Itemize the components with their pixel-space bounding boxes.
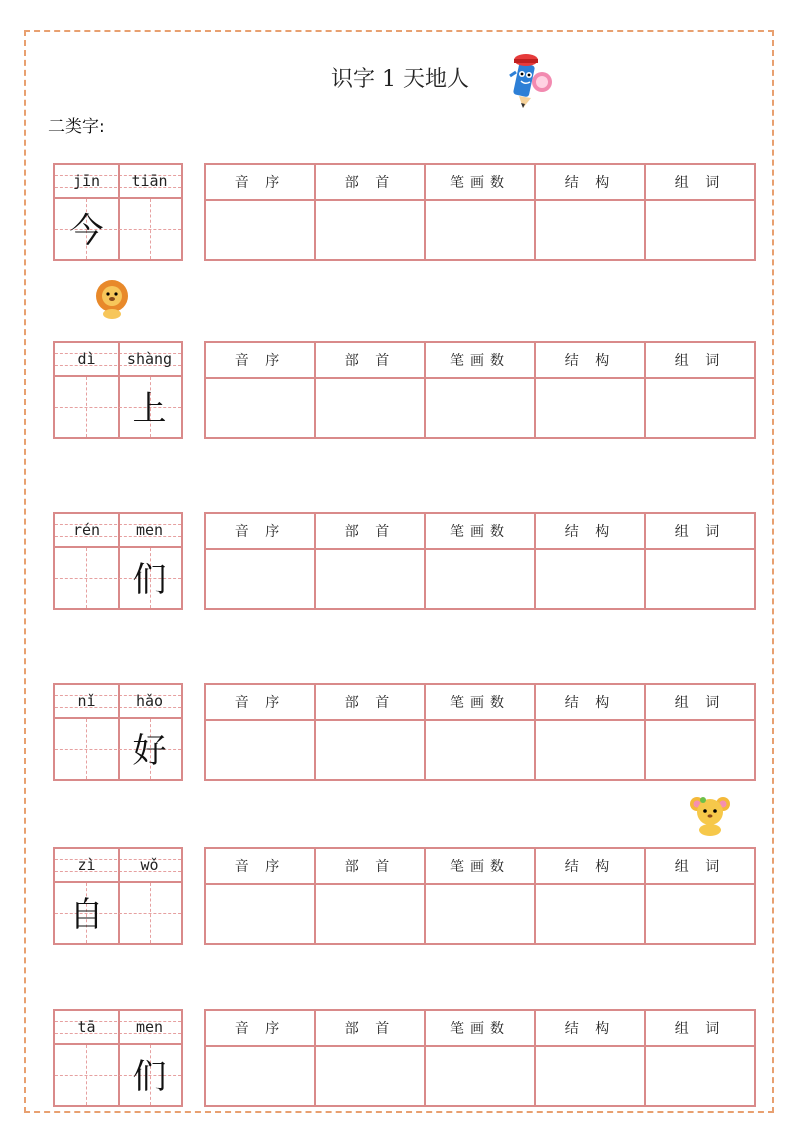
character-info-table: [204, 512, 756, 610]
character-block: [0, 163, 800, 263]
header-bihuashu: 笔画数: [425, 684, 535, 720]
answer-cell[interactable]: [205, 378, 315, 438]
header-zuci: 组 词: [645, 164, 755, 200]
character-info-table: [204, 683, 756, 781]
character-block: [0, 847, 800, 947]
answer-cell[interactable]: [205, 549, 315, 609]
answer-cell[interactable]: [425, 1046, 535, 1106]
header-zuci: 组 词: [645, 513, 755, 549]
answer-cell[interactable]: [535, 200, 645, 260]
hanzi-character: 好: [132, 731, 167, 771]
hanzi-character: 们: [132, 560, 167, 600]
header-bihuashu: 笔画数: [425, 164, 535, 200]
header-yinxu: 音 序: [205, 342, 315, 378]
header-yinxu: 音 序: [205, 513, 315, 549]
header-jiegou: 结 构: [535, 164, 645, 200]
header-bihuashu: 笔画数: [425, 342, 535, 378]
tianzi-grid: [53, 163, 183, 261]
pinyin-right: men: [135, 1018, 164, 1036]
answer-cell[interactable]: [535, 720, 645, 780]
answer-cell[interactable]: [645, 378, 755, 438]
answer-cell[interactable]: [645, 1046, 755, 1106]
answer-cell[interactable]: [315, 378, 425, 438]
subtitle: 二类字:: [48, 117, 105, 137]
page-title: 识字 1 天地人: [331, 67, 469, 92]
answer-cell[interactable]: [645, 200, 755, 260]
pencil-mascot-icon: [502, 50, 558, 110]
header-yinxu: 音 序: [205, 848, 315, 884]
answer-cell[interactable]: [205, 200, 315, 260]
header-yinxu: 音 序: [205, 684, 315, 720]
answer-cell[interactable]: [205, 720, 315, 780]
answer-cell[interactable]: [645, 720, 755, 780]
header-jiegou: 结 构: [535, 848, 645, 884]
answer-cell[interactable]: [535, 1046, 645, 1106]
character-block: [0, 512, 800, 612]
character-block: [0, 1009, 800, 1109]
header-zuci: 组 词: [645, 684, 755, 720]
answer-cell[interactable]: [315, 1046, 425, 1106]
hanzi-character: 们: [132, 1057, 167, 1097]
header-zuci: 组 词: [645, 342, 755, 378]
tianzi-grid: [53, 341, 183, 439]
header-yinxu: 音 序: [205, 1010, 315, 1046]
lion-icon: [94, 278, 130, 320]
pinyin-right: hǎo: [135, 692, 164, 710]
hanzi-character: 自: [69, 895, 104, 935]
header-bushou: 部 首: [315, 513, 425, 549]
bear-icon: [688, 794, 732, 836]
header-jiegou: 结 构: [535, 684, 645, 720]
header-bihuashu: 笔画数: [425, 1010, 535, 1046]
character-info-table: [204, 341, 756, 439]
answer-cell[interactable]: [645, 884, 755, 944]
answer-cell[interactable]: [535, 378, 645, 438]
pinyin-left: tā: [77, 1018, 96, 1036]
tianzi-grid: [53, 683, 183, 781]
answer-cell[interactable]: [315, 884, 425, 944]
answer-cell[interactable]: [425, 720, 535, 780]
pinyin-left: jīn: [72, 172, 101, 190]
header-jiegou: 结 构: [535, 513, 645, 549]
tianzi-grid: [53, 847, 183, 945]
header-bihuashu: 笔画数: [425, 848, 535, 884]
header-zuci: 组 词: [645, 1010, 755, 1046]
header-jiegou: 结 构: [535, 1010, 645, 1046]
header-bushou: 部 首: [315, 342, 425, 378]
answer-cell[interactable]: [425, 549, 535, 609]
answer-cell[interactable]: [645, 549, 755, 609]
hanzi-character: 上: [132, 389, 167, 429]
header-bushou: 部 首: [315, 1010, 425, 1046]
character-block: [0, 341, 800, 441]
header-zuci: 组 词: [645, 848, 755, 884]
answer-cell[interactable]: [315, 200, 425, 260]
answer-cell[interactable]: [425, 378, 535, 438]
pinyin-right: men: [135, 521, 164, 539]
character-block: [0, 683, 800, 783]
tianzi-grid: [53, 512, 183, 610]
header-bushou: 部 首: [315, 848, 425, 884]
answer-cell[interactable]: [535, 549, 645, 609]
character-info-table: [204, 847, 756, 945]
answer-cell[interactable]: [205, 1046, 315, 1106]
answer-cell[interactable]: [425, 884, 535, 944]
hanzi-character: 今: [69, 211, 104, 251]
pinyin-right: wǒ: [140, 856, 159, 874]
pinyin-right: shàng: [126, 350, 173, 368]
character-info-table: [204, 163, 756, 261]
header-bushou: 部 首: [315, 164, 425, 200]
answer-cell[interactable]: [205, 884, 315, 944]
character-info-table: [204, 1009, 756, 1107]
pinyin-right: tiān: [131, 172, 168, 190]
header-bushou: 部 首: [315, 684, 425, 720]
header-bihuashu: 笔画数: [425, 513, 535, 549]
tianzi-grid: [53, 1009, 183, 1107]
answer-cell[interactable]: [535, 884, 645, 944]
pinyin-left: nǐ: [77, 692, 96, 710]
answer-cell[interactable]: [425, 200, 535, 260]
answer-cell[interactable]: [315, 549, 425, 609]
pinyin-left: zì: [77, 856, 96, 874]
pinyin-left: rén: [72, 521, 101, 539]
pinyin-left: dì: [77, 350, 96, 368]
header-yinxu: 音 序: [205, 164, 315, 200]
answer-cell[interactable]: [315, 720, 425, 780]
header-jiegou: 结 构: [535, 342, 645, 378]
